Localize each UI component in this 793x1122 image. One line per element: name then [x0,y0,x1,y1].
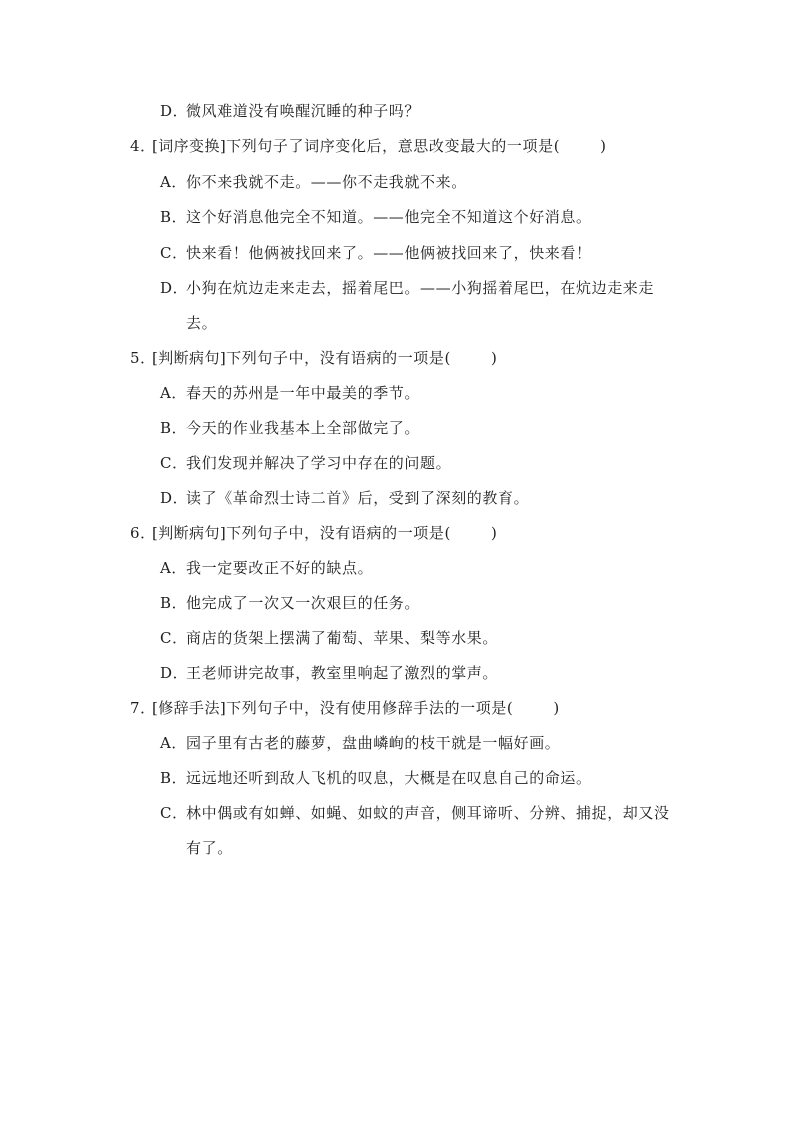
question-stem [152,698,560,718]
q7-option-a [0,733,793,753]
q6-stem [0,523,793,543]
option-text: 园子里有古老的藤萝，盘曲嶙峋的枝干就是一幅好画。 [186,734,561,752]
option-label: B． [160,594,188,612]
question-text: 下列句子中，没有语病的一项是( [226,349,451,367]
option-text: 小狗在炕边走来走去，摇着尾巴。——小狗摇着尾巴，在炕边走来走 [186,279,655,297]
option-text: 微风难道没有唤醒沉睡的种子吗？ [186,102,421,120]
question-tag: [判断病句] [152,349,227,367]
answer-close: ) [490,524,498,542]
question-stem [152,136,607,156]
option-label: D． [160,664,189,682]
q7-option-c [0,803,793,823]
q5-option-d [0,488,793,508]
q6-option-d [0,663,793,683]
answer-close: ) [490,349,498,367]
q4-option-a [0,172,793,192]
question-text: 下列句子中，没有使用修辞手法的一项是( [226,699,514,717]
q4-stem [0,136,793,156]
q5-option-c [0,453,793,473]
answer-close: ) [600,137,607,155]
q4-option-b [0,207,793,227]
option-text: 读了《革命烈士诗二首》后，受到了深刻的教育。 [186,489,530,507]
question-number: 5． [130,349,156,367]
q3-option-d [0,101,793,121]
option-text-continued: 有了。 [186,839,233,857]
option-label: D． [160,489,189,507]
question-tag: [判断病句] [152,524,227,542]
q5-stem [0,348,793,368]
question-number: 7． [130,699,156,717]
option-text: 商店的货架上摆满了葡萄、苹果、梨等水果。 [186,629,499,647]
option-text: 王老师讲完故事，教室里响起了激烈的掌声。 [186,664,499,682]
q4-option-c [0,243,793,263]
option-label: D． [160,279,189,297]
q6-option-a [0,558,793,578]
option-label: C． [160,454,188,472]
option-text: 我们发现并解决了学习中存在的问题。 [186,454,452,472]
question-text: 下列句子了词序变化后，意思改变最大的一项是( [226,137,561,155]
option-label: B． [160,208,188,226]
option-text: 今天的作业我基本上全部做完了。 [186,419,421,437]
option-label: A． [160,559,188,577]
option-label: B． [160,769,188,787]
option-text: 林中偶或有如蝉、如蝇、如蚊的声音，侧耳谛听、分辨、捕捉，却又没 [186,804,670,822]
q6-option-b [0,593,793,613]
q5-option-b [0,418,793,438]
q6-option-c [0,628,793,648]
option-text: 你不来我就不走。——你不走我就不来。 [186,173,467,191]
option-label: A． [160,384,188,402]
question-tag: [词序变换] [152,137,227,155]
q5-option-a [0,383,793,403]
option-text-continued: 去。 [186,314,218,332]
option-label: C． [160,629,188,647]
question-number: 6． [130,524,156,542]
option-label: A． [160,734,188,752]
option-label: A． [160,173,188,191]
question-stem [152,348,497,368]
answer-close: ) [553,699,560,717]
question-text: 下列句子中，没有语病的一项是( [226,524,451,542]
option-label: C． [160,804,188,822]
q4-option-d-continued [0,313,793,333]
q7-option-c-continued [0,838,793,858]
q7-option-b [0,768,793,788]
q4-option-d [0,278,793,298]
option-text: 快来看！他俩被找回来了。——他俩被找回来了，快来看！ [186,244,592,262]
option-label: D． [160,102,189,120]
option-text: 春天的苏州是一年中最美的季节。 [186,384,421,402]
option-text: 我一定要改正不好的缺点。 [186,559,374,577]
question-number: 4． [130,137,156,155]
option-label: C． [160,244,188,262]
q7-stem [0,698,793,718]
option-label: B． [160,419,188,437]
option-text: 这个好消息他完全不知道。——他完全不知道这个好消息。 [186,208,592,226]
question-stem [152,523,497,543]
option-text: 他完成了一次又一次艰巨的任务。 [186,594,421,612]
option-text: 远远地还听到敌人飞机的叹息，大概是在叹息自己的命运。 [186,769,592,787]
question-tag: [修辞手法] [152,699,227,717]
